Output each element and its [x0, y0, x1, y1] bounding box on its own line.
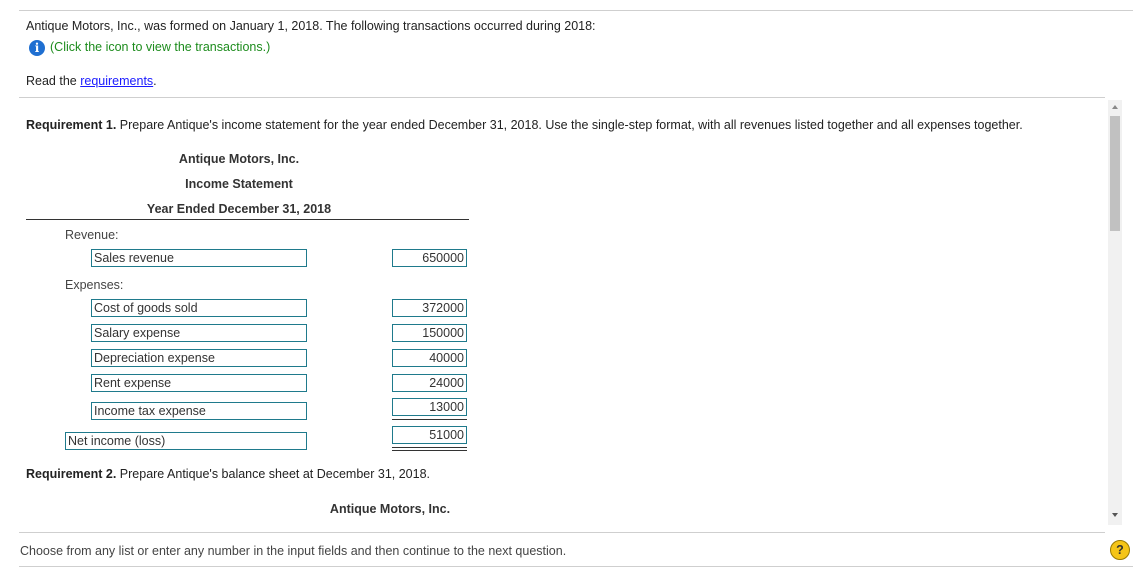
requirement-1-text: Prepare Antique's income statement for the year ended December 31, 2018. Use the single-step format, with all revenues listed together and all expenses together. — [116, 118, 1023, 132]
scroll-down-icon[interactable] — [1112, 513, 1118, 517]
expenses-label: Expenses: — [65, 278, 124, 292]
footer-instruction: Choose from any list or enter any number in the input fields and then continue to the next question. — [20, 544, 567, 558]
top-divider — [19, 10, 1133, 11]
expense-account-select[interactable]: Salary expense — [91, 324, 307, 342]
revenue-account-select[interactable]: Sales revenue — [91, 249, 307, 267]
requirement-2-label: Requirement 2. — [26, 467, 117, 481]
content-scrollbar[interactable] — [1108, 100, 1122, 525]
section-divider — [19, 97, 1105, 98]
heading-underline — [26, 219, 469, 220]
footer-divider — [19, 532, 1105, 533]
scroll-up-icon[interactable] — [1112, 105, 1118, 109]
requirement-2-text: Prepare Antique's balance sheet at December 31, 2018. — [116, 467, 431, 481]
total-double-underline — [392, 447, 467, 448]
help-icon[interactable]: ? — [1110, 540, 1130, 560]
expense-amount-input[interactable]: 13000 — [392, 398, 467, 416]
net-income-label-select[interactable]: Net income (loss) — [65, 432, 307, 450]
expense-amount-input[interactable]: 24000 — [392, 374, 467, 392]
statement-title: Income Statement — [185, 177, 293, 191]
expense-account-select[interactable]: Cost of goods sold — [91, 299, 307, 317]
expense-amount-input[interactable]: 150000 — [392, 324, 467, 342]
total-double-underline-2 — [392, 450, 467, 451]
expense-account-select[interactable]: Rent expense — [91, 374, 307, 392]
subtotal-underline — [392, 419, 467, 420]
revenue-amount-input[interactable]: 650000 — [392, 249, 467, 267]
requirements-link[interactable]: requirements — [80, 74, 154, 88]
expense-amount-input[interactable]: 372000 — [392, 299, 467, 317]
expense-account-select[interactable]: Depreciation expense — [91, 349, 307, 367]
requirement-2 — [26, 467, 430, 481]
info-icon[interactable]: i — [29, 40, 45, 56]
expense-amount-input[interactable]: 40000 — [392, 349, 467, 367]
requirement-1 — [26, 118, 1023, 132]
revenue-label: Revenue: — [65, 228, 119, 242]
statement-company: Antique Motors, Inc. — [178, 152, 300, 166]
bottom-divider — [19, 566, 1133, 567]
intro-text: Antique Motors, Inc., was formed on January 1, 2018. The following transactions occurred during 2018: — [26, 19, 596, 33]
expense-account-select[interactable]: Income tax expense — [91, 402, 307, 420]
requirement-1-label: Requirement 1. — [26, 118, 117, 132]
scroll-thumb[interactable] — [1110, 116, 1120, 231]
net-income-amount-input[interactable]: 51000 — [392, 426, 467, 444]
balance-sheet-company: Antique Motors, Inc. — [329, 502, 451, 516]
read-requirements — [26, 74, 157, 88]
statement-period: Year Ended December 31, 2018 — [146, 202, 332, 216]
read-suffix: . — [153, 74, 157, 88]
read-prefix: Read the — [26, 74, 81, 88]
transactions-hint[interactable]: (Click the icon to view the transactions.) — [50, 40, 271, 54]
